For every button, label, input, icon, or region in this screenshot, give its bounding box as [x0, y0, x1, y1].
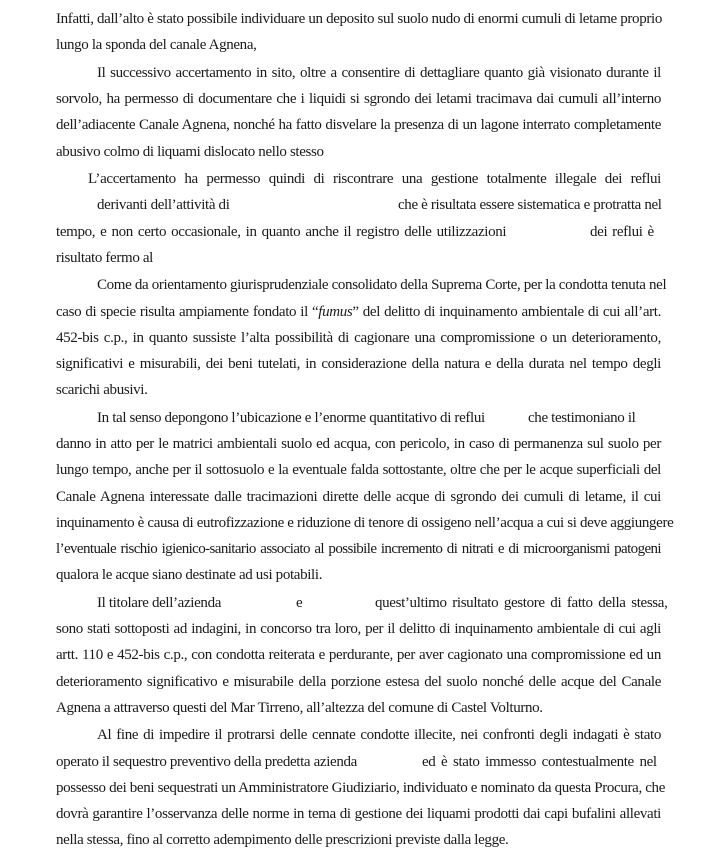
- text-segment: derivanti dell’attività di: [97, 197, 230, 213]
- text-line: inquinamento è causa di eutrofizzazione e riduzione di tenore di ossigeno nell’acqua a cui si deve aggiungere: [56, 515, 674, 531]
- text-segment: che è risultata essere sistematica e protratta nel: [398, 197, 662, 213]
- text-segment: quest’ultimo risultato gestore di fatto della stessa,: [375, 595, 668, 611]
- text-line: deterioramento significativo e misurabile della porzione estesa del suolo nonché delle acque del Canale: [56, 674, 661, 690]
- text-line: danno in atto per le matrici ambientali suolo ed acqua, con pericolo, in caso di permanenza sul suolo per: [56, 436, 661, 452]
- text-line: Canale Agnena interessate dalle tracimazioni dirette delle acque di sgrondo dei cumuli di letame, il cui: [56, 489, 661, 505]
- text-segment: tempo, e non certo occasionale, in quanto anche il registro delle utilizzazioni: [56, 224, 507, 240]
- text-line: 452-bis c.p., in quanto sussiste l’alta possibilità di cagionare una compromissione o un deterioramento,: [56, 330, 661, 346]
- text-line: scarichi abusivi.: [56, 382, 148, 398]
- text-segment: dei reflui è: [590, 224, 654, 240]
- text-line: L’accertamento ha permesso quindi di riscontrare una gestione totalmente illegale dei reflui: [88, 171, 661, 187]
- text-segment: caso di specie risulta ampiamente fondato il “: [56, 304, 319, 320]
- text-segment: ” del delitto di inquinamento ambientale di cui all’art.: [352, 304, 661, 320]
- text-line: Al fine di impedire il protrarsi delle cennate condotte illecite, nei confronti degli indagati è stato: [97, 727, 661, 743]
- text-line: dovrà garantire l’osservanza delle norme in tema di gestione dei liquami prodotti dai capi bufalini allevati: [56, 806, 661, 822]
- text-segment: In tal senso depongono l’ubicazione e l’enorme quantitativo di reflui: [97, 410, 485, 426]
- text-line: artt. 110 e 452-bis c.p., con condotta reiterata e perdurante, per aver cagionato una compromissione ed un: [56, 647, 661, 663]
- text-line: possesso dei beni sequestrati un Amministratore Giudiziario, individuato e nominato da questa Procura, che: [56, 780, 666, 796]
- text-line: nella stessa, fino al corretto adempimento delle prescrizioni previste dalla legge.: [56, 832, 509, 848]
- text-segment: ed è stato immesso contestualmente nel: [422, 754, 657, 770]
- text-line: Il successivo accertamento in sito, oltre a consentire di dettagliare quanto già visionato durante il: [97, 65, 661, 81]
- text-line: Come da orientamento giurisprudenziale consolidato della Suprema Corte, per la condotta tenuta nel: [97, 277, 667, 293]
- text-segment: che testimoniano il: [528, 410, 636, 426]
- text-line: Infatti, dall’alto è stato possibile individuare un deposito sul suolo nudo di enormi cumuli di letame proprio: [56, 11, 662, 27]
- text-line: risultato fermo al: [56, 250, 154, 266]
- text-segment: operato il sequestro preventivo della predetta azienda: [56, 754, 357, 770]
- text-line: lungo tempo, anche per il sottosuolo e la eventuale falda sottostante, oltre che per le acque superficiali del: [56, 462, 661, 478]
- text-line: sorvolo, ha permesso di documentare che i liquidi si sgrondo dei letami tracimava dai cumuli all’interno: [56, 91, 661, 107]
- text-line: qualora le acque siano destinate ad usi potabili.: [56, 567, 323, 583]
- text-segment: e: [296, 595, 303, 611]
- text-line-with-emphasis: [56, 303, 661, 321]
- text-line: abusivo colmo di liquami dislocato nello stesso: [56, 144, 324, 160]
- emphasis-text: fumus: [318, 304, 353, 320]
- text-line: l’eventuale rischio igienico-sanitario associato al possibile incremento di nitrati e di microorganismi patogeni: [56, 541, 661, 557]
- text-line: dell’adiacente Canale Agnena, nonché ha fatto disvelare la presenza di un lagone interrato completamente: [56, 117, 661, 133]
- text-line: lungo la sponda del canale Agnena,: [56, 37, 257, 53]
- text-line: sono stati sottoposti ad indagini, in concorso tra loro, per il delitto di inquinamento ambientale di cui agli: [56, 621, 661, 637]
- text-segment: Il titolare dell’azienda: [97, 595, 222, 611]
- text-line: Agnena a attraverso questi del Mar Tirreno, all’altezza del comune di Castel Volturno.: [56, 700, 543, 716]
- text-line: significativi e misurabili, dei beni tutelati, in considerazione della natura e della durata nel tempo degli: [56, 356, 661, 372]
